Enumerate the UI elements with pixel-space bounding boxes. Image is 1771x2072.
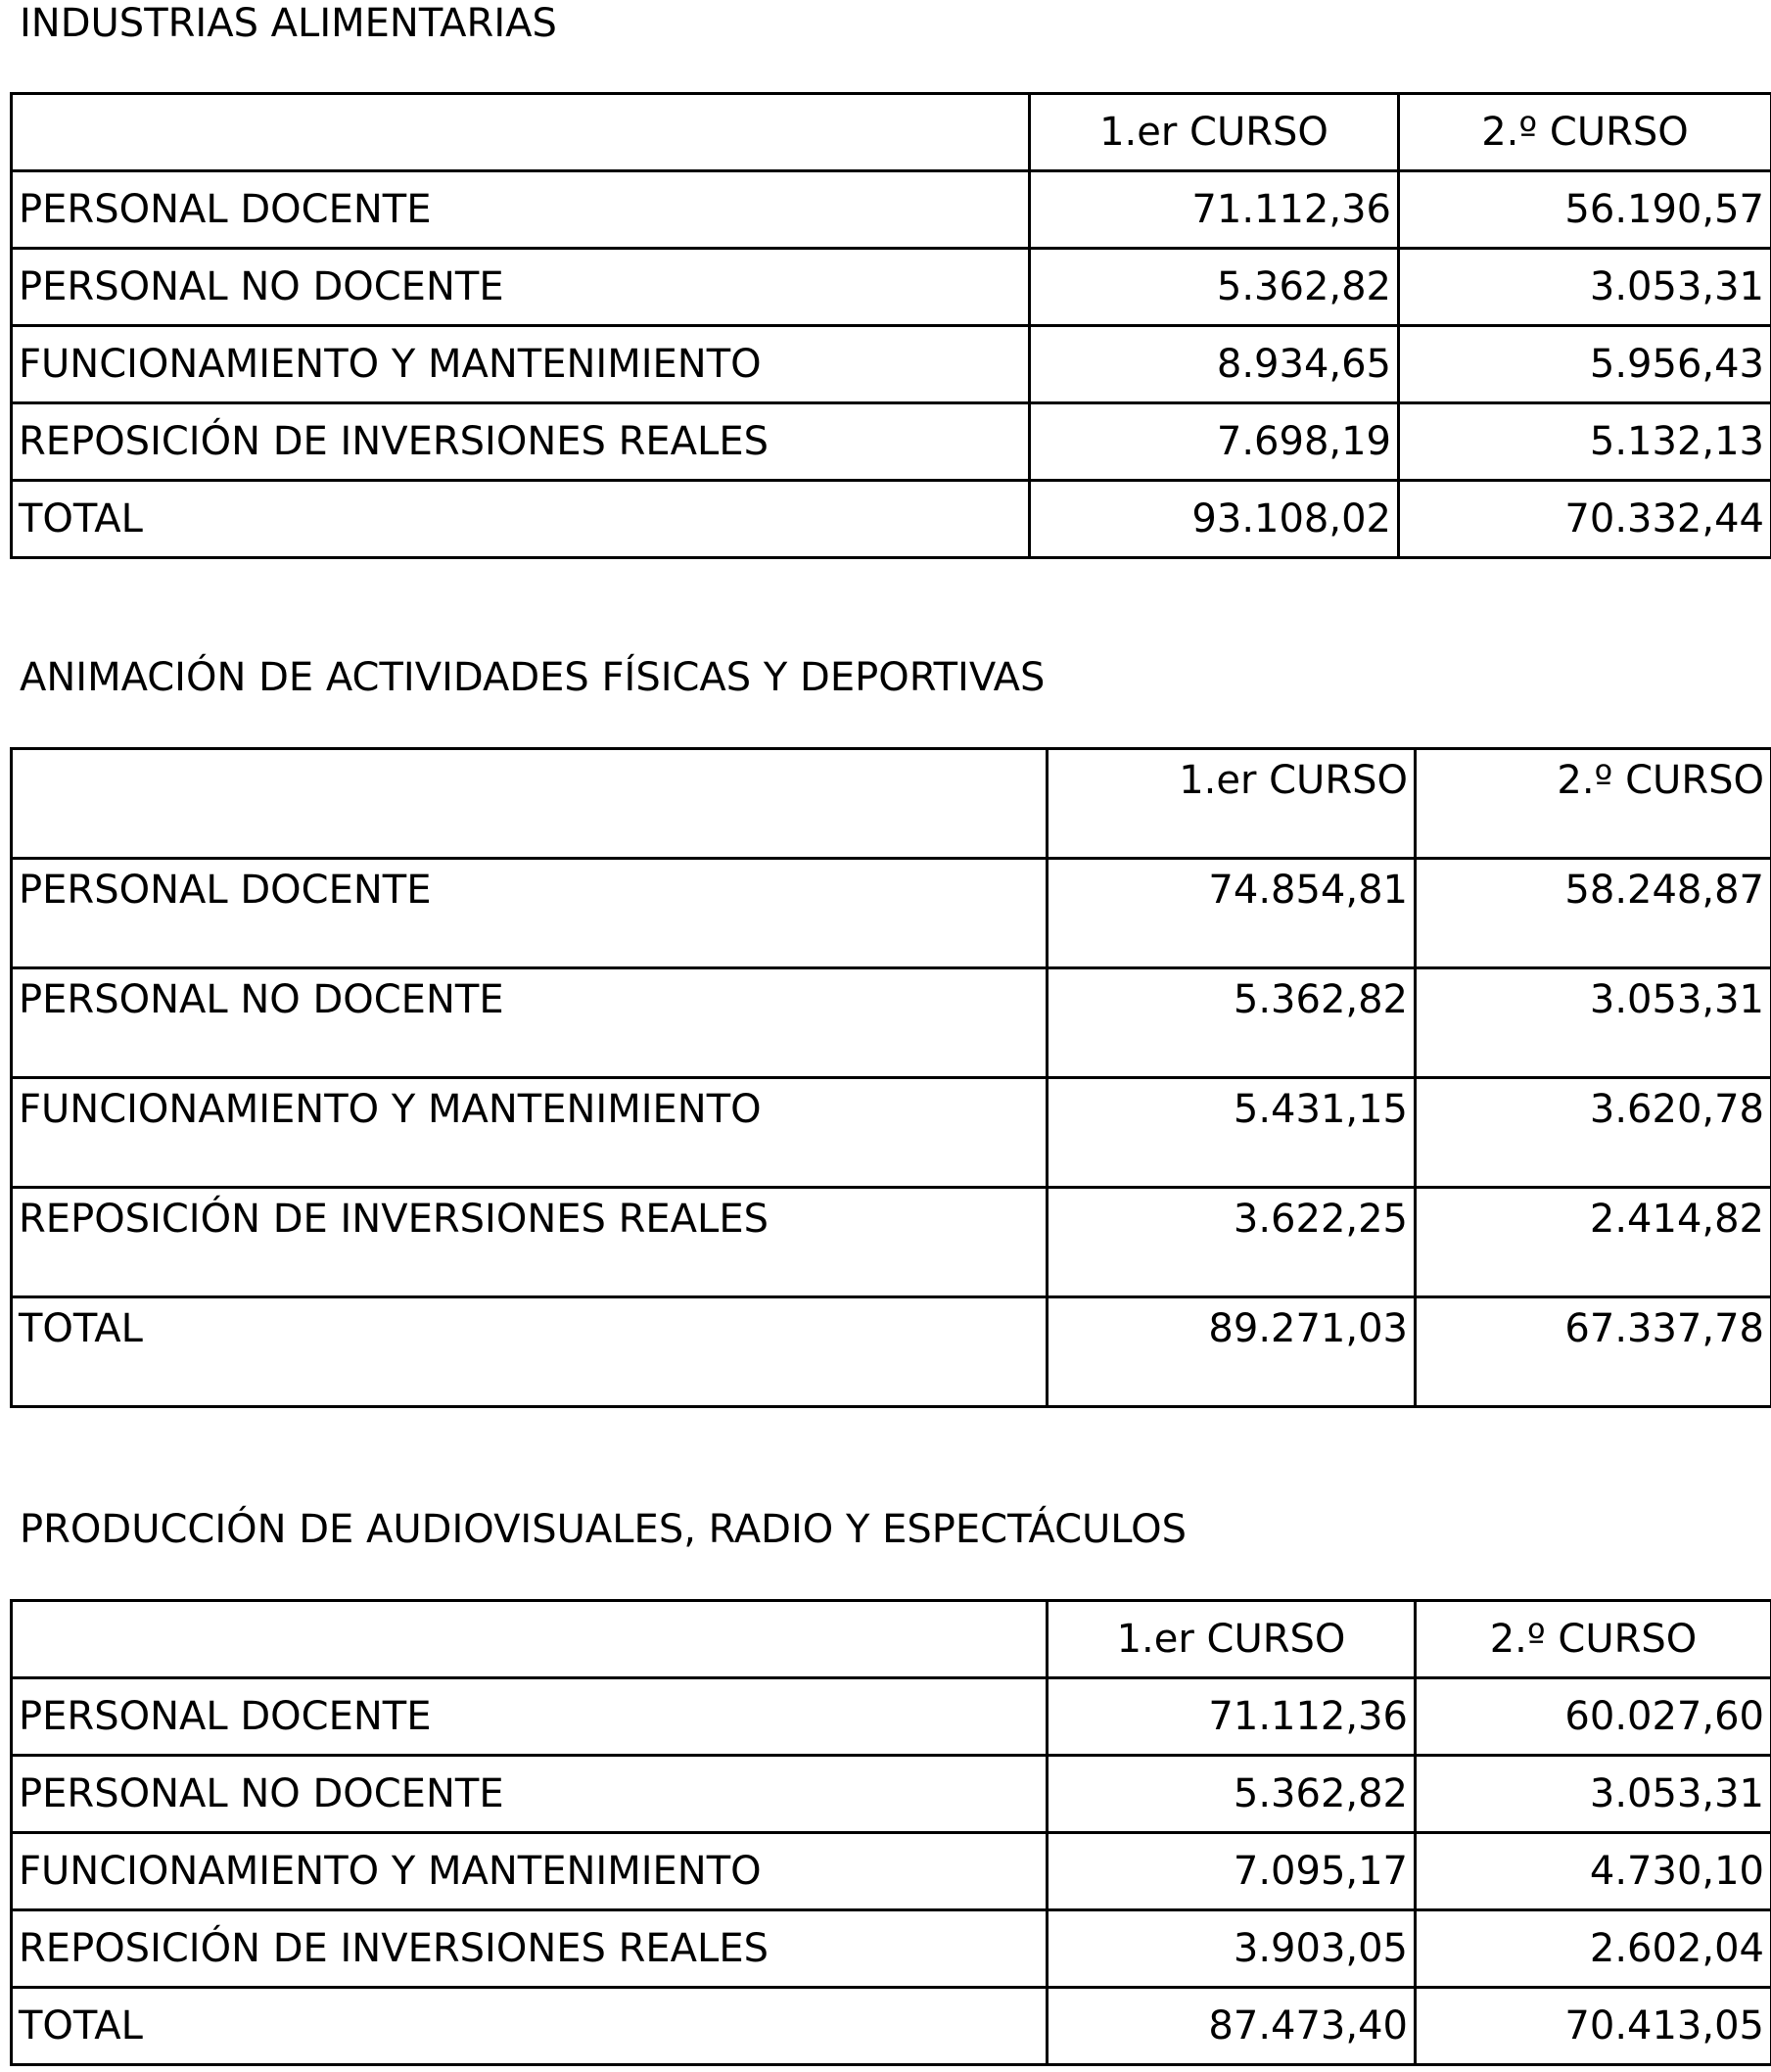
value-first-course: 7.698,19 (1030, 403, 1399, 481)
table-header-row (12, 94, 1771, 171)
value-first-course: 5.362,82 (1030, 249, 1399, 326)
section-title: ANIMACIÓN DE ACTIVIDADES FÍSICAS Y DEPORTIVAS (20, 655, 1046, 700)
section-title: PRODUCCIÓN DE AUDIOVISUALES, RADIO Y ESPECTÁCULOS (20, 1507, 1188, 1552)
table-row (12, 171, 1771, 249)
value-second-course: 4.730,10 (1416, 1833, 1771, 1910)
table-header-row (12, 1601, 1771, 1678)
header-first-course: 1.er CURSO (1048, 1601, 1416, 1678)
table-row (12, 326, 1771, 403)
total-second-course: 70.413,05 (1416, 1988, 1771, 2065)
table-row (12, 1678, 1771, 1756)
total-label: TOTAL (12, 1988, 1048, 2065)
total-row (12, 1988, 1771, 2065)
row-label: PERSONAL NO DOCENTE (12, 249, 1030, 326)
section-title: INDUSTRIAS ALIMENTARIAS (20, 1, 557, 46)
header-empty-cell (12, 749, 1048, 859)
header-first-course: 1.er CURSO (1048, 749, 1416, 859)
total-first-course: 93.108,02 (1030, 481, 1399, 558)
row-label: FUNCIONAMIENTO Y MANTENIMIENTO (12, 326, 1030, 403)
table-row (12, 1910, 1771, 1988)
header-second-course: 2.º CURSO (1399, 94, 1771, 171)
value-second-course: 3.053,31 (1399, 249, 1771, 326)
header-empty-cell (12, 1601, 1048, 1678)
value-second-course: 60.027,60 (1416, 1678, 1771, 1756)
table-row (12, 1078, 1771, 1188)
value-second-course: 56.190,57 (1399, 171, 1771, 249)
row-label: PERSONAL DOCENTE (12, 171, 1030, 249)
value-first-course: 74.854,81 (1048, 859, 1416, 968)
header-first-course: 1.er CURSO (1030, 94, 1399, 171)
value-first-course: 7.095,17 (1048, 1833, 1416, 1910)
total-second-course: 70.332,44 (1399, 481, 1771, 558)
table-row (12, 968, 1771, 1078)
value-second-course: 3.053,31 (1416, 1756, 1771, 1833)
value-second-course: 2.414,82 (1416, 1188, 1771, 1297)
header-second-course: 2.º CURSO (1416, 1601, 1771, 1678)
budget-table (10, 747, 1771, 1408)
row-label: PERSONAL NO DOCENTE (12, 968, 1048, 1078)
value-first-course: 5.362,82 (1048, 1756, 1416, 1833)
header-empty-cell (12, 94, 1030, 171)
value-first-course: 8.934,65 (1030, 326, 1399, 403)
value-second-course: 5.132,13 (1399, 403, 1771, 481)
total-label: TOTAL (12, 1297, 1048, 1407)
row-label: FUNCIONAMIENTO Y MANTENIMIENTO (12, 1833, 1048, 1910)
row-label: REPOSICIÓN DE INVERSIONES REALES (12, 1910, 1048, 1988)
budget-table (10, 92, 1771, 559)
value-second-course: 2.602,04 (1416, 1910, 1771, 1988)
table-row (12, 1833, 1771, 1910)
value-first-course: 3.622,25 (1048, 1188, 1416, 1297)
table-row (12, 1188, 1771, 1297)
value-first-course: 71.112,36 (1048, 1678, 1416, 1756)
table-row (12, 859, 1771, 968)
table-row (12, 249, 1771, 326)
row-label: PERSONAL DOCENTE (12, 859, 1048, 968)
value-second-course: 58.248,87 (1416, 859, 1771, 968)
table-row (12, 403, 1771, 481)
row-label: PERSONAL DOCENTE (12, 1678, 1048, 1756)
value-first-course: 5.362,82 (1048, 968, 1416, 1078)
row-label: PERSONAL NO DOCENTE (12, 1756, 1048, 1833)
value-second-course: 3.053,31 (1416, 968, 1771, 1078)
value-second-course: 3.620,78 (1416, 1078, 1771, 1188)
budget-table (10, 1599, 1771, 2066)
table-row (12, 1756, 1771, 1833)
value-second-course: 5.956,43 (1399, 326, 1771, 403)
value-first-course: 3.903,05 (1048, 1910, 1416, 1988)
total-first-course: 89.271,03 (1048, 1297, 1416, 1407)
total-second-course: 67.337,78 (1416, 1297, 1771, 1407)
value-first-course: 71.112,36 (1030, 171, 1399, 249)
value-first-course: 5.431,15 (1048, 1078, 1416, 1188)
total-row (12, 1297, 1771, 1407)
row-label: REPOSICIÓN DE INVERSIONES REALES (12, 1188, 1048, 1297)
table-header-row (12, 749, 1771, 859)
header-second-course: 2.º CURSO (1416, 749, 1771, 859)
row-label: REPOSICIÓN DE INVERSIONES REALES (12, 403, 1030, 481)
total-row (12, 481, 1771, 558)
total-label: TOTAL (12, 481, 1030, 558)
row-label: FUNCIONAMIENTO Y MANTENIMIENTO (12, 1078, 1048, 1188)
total-first-course: 87.473,40 (1048, 1988, 1416, 2065)
